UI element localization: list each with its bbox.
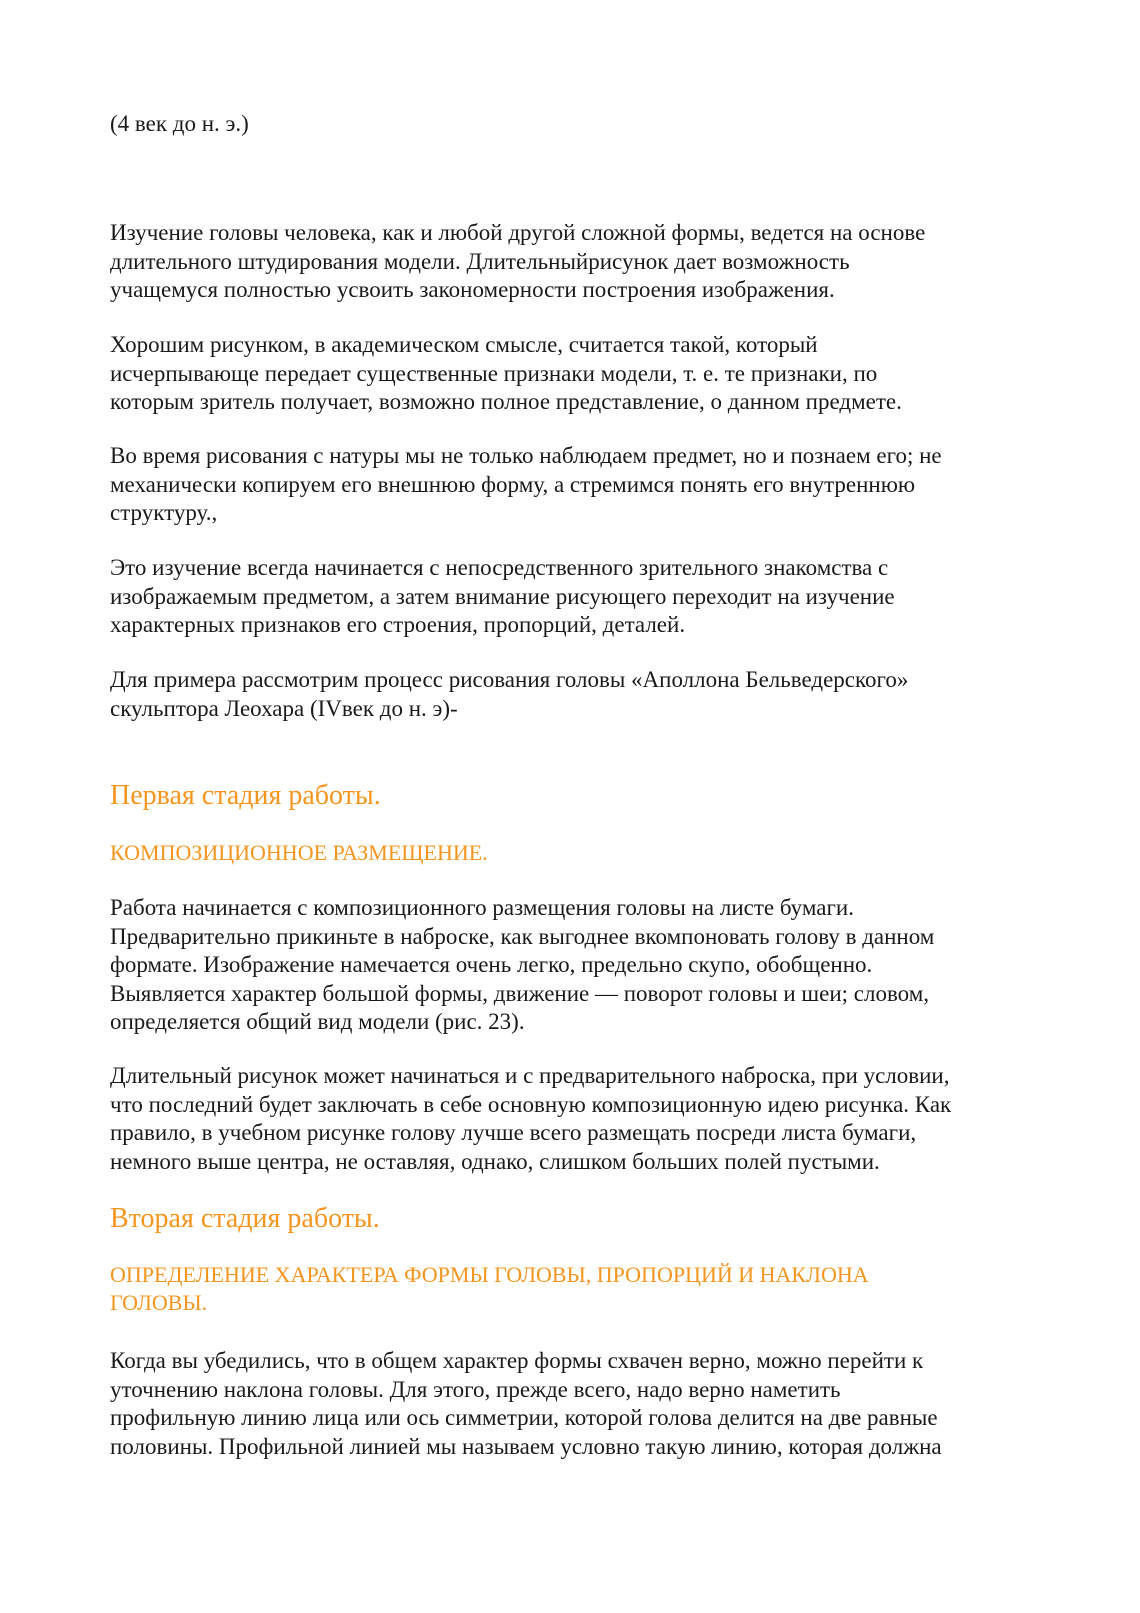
- paragraph-intro-1: [110, 219, 1040, 305]
- text-line: определяется общий вид модели (рис. 23).: [110, 1009, 525, 1034]
- text-line: половины. Профильной линией мы называем условно такую линию, которая должна: [110, 1433, 942, 1459]
- text-line: что последний будет заключать в себе основную композиционную идею рисунка. Как: [110, 1091, 952, 1117]
- paragraph-stage2-1: [110, 1347, 1040, 1461]
- text-line: уточнению наклона головы. Для этого, прежде всего, надо верно наметить: [110, 1376, 841, 1402]
- text-line: длительного штудирования модели. Длительныйрисунок дает возможность: [110, 248, 850, 274]
- text-line: структуру.,: [110, 500, 218, 525]
- text-line: правило, в учебном рисунке голову лучше всего размещать посреди листа бумаги,: [110, 1120, 917, 1145]
- text-line: исчерпывающе передает существенные признаки модели, т. е. те признаки, по: [110, 360, 878, 386]
- text-line: Предварительно прикиньте в наброске, как выгоднее вкомпоновать голову в данном: [110, 923, 935, 949]
- text-line: формате. Изображение намечается очень легко, предельно скупо, обобщенно.: [110, 952, 873, 977]
- stage1-title: Первая стадия работы.: [110, 780, 381, 811]
- text-line: скульптора Леохара (IVвек до н. э)-: [110, 695, 458, 721]
- paragraph-intro-4: [110, 554, 1040, 640]
- text-line: немного выше центра, не оставляя, однако, слишком больших полей пустыми.: [110, 1148, 880, 1174]
- text-line: изображаемым предметом, а затем внимание рисующего переходит на изучение: [110, 583, 895, 609]
- text-line: характерных признаков его строения, пропорций, деталей.: [110, 612, 686, 637]
- stage2-subtitle: ОПРЕДЕЛЕНИЕ ХАРАКТЕРА ФОРМЫ ГОЛОВЫ, ПРОПОРЦИЙ И НАКЛОНА ГОЛОВЫ.: [110, 1262, 869, 1315]
- text-line: которым зритель получает, возможно полное представление, о данном предмете.: [110, 389, 902, 414]
- paragraph-intro-3: [110, 442, 1040, 528]
- text-line: Хорошим рисунком, в академическом смысле, считается такой, который: [110, 332, 818, 357]
- text-line: механически копируем его внешнюю форму, а стремимся понять его внутреннюю: [110, 471, 916, 497]
- stage2-title: Вторая стадия работы.: [110, 1203, 380, 1234]
- text-line: Это изучение всегда начинается с непосредственного зрительного знакомства с: [110, 555, 889, 580]
- text-line: Выявляется характер большой формы, движение — поворот головы и шеи; словом,: [110, 980, 930, 1006]
- text-line: Длительный рисунок может начинаться и с предварительного наброска, при условии,: [110, 1063, 950, 1088]
- paragraph-intro-5: [110, 666, 1040, 723]
- text-line: учащемуся полностью усвоить закономерности построения изображения.: [110, 277, 835, 302]
- intro-date: (4 век до н. э.): [110, 111, 249, 136]
- text-line: Когда вы убедились, что в общем характер формы схвачен верно, можно перейти к: [110, 1348, 924, 1373]
- paragraph-stage1-1: [110, 894, 1040, 1037]
- paragraph-stage1-2: [110, 1062, 1040, 1176]
- text-line: Для примера рассмотрим процесс рисования головы «Аполлона Бельведерского»: [110, 667, 909, 692]
- paragraph-intro-2: [110, 331, 1040, 417]
- text-line: профильную линию лица или ось симметрии, которой голова делится на две равные: [110, 1405, 938, 1430]
- text-line: Работа начинается с композиционного размещения головы на листе бумаги.: [110, 895, 854, 920]
- stage1-subtitle: КОМПОЗИЦИОННОЕ РАЗМЕЩЕНИЕ.: [110, 840, 488, 865]
- text-line: Изучение головы человека, как и любой другой сложной формы, ведется на основе: [110, 220, 926, 245]
- text-line: Во время рисования с натуры мы не только наблюдаем предмет, но и познаем его; не: [110, 443, 942, 468]
